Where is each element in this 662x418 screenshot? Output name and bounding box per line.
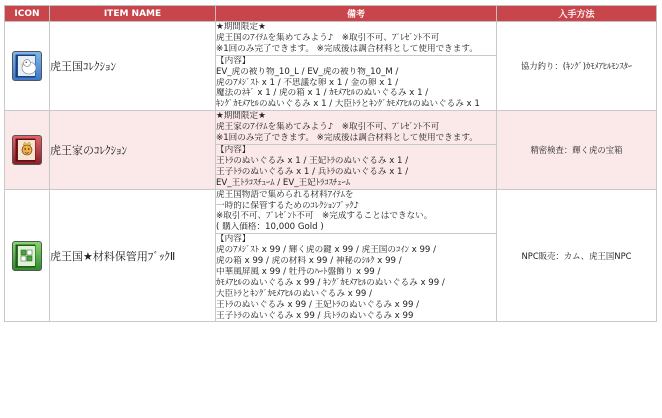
item-contents: [216, 234, 497, 322]
item-name: 虎王国ｺﾚｸｼｮﾝ: [50, 22, 216, 111]
content-line: 王子ﾄﾗのぬいぐるみ x 99 / 兵ﾄﾗのぬいぐるみ x 99: [216, 310, 414, 321]
item-method: NPC販売：カム、虎王国NPC: [497, 189, 657, 322]
content-line: ｷﾝｸﾞｶﾓﾒｱﾋﾙのぬいぐるみ x 1 / 大臣ﾄﾗとｷﾝｸﾞｶﾓﾒｱﾋﾙのぬいぐるみ x 1: [216, 99, 480, 110]
note-line: 虎王家のｱｲﾃﾑを集めてみよう♪ ※取引不可、ﾌﾟﾚｾﾞﾝﾄ不可: [216, 122, 440, 133]
seagull-collection-book-icon: [12, 51, 42, 81]
header-notes: 備考: [216, 6, 497, 22]
item-table: [4, 5, 657, 322]
note-line: ( 購入価格：10,000 Gold ): [216, 222, 324, 233]
content-line: EV_虎の被り物_10_L / EV_虎の被り物_10_M /: [216, 66, 399, 77]
material-storage-book-icon: [12, 241, 42, 271]
content-line: 王ﾄﾗのぬいぐるみ x 99 / 王妃ﾄﾗのぬいぐるみ x 99 /: [216, 299, 420, 310]
item-notes: [216, 189, 497, 234]
note-line: ※取引不可、ﾌﾟﾚｾﾞﾝﾄ不可 ※完成することはできない。: [216, 211, 433, 222]
content-line: 大臣ﾄﾗとｷﾝｸﾞｶﾓﾒｱﾋﾙのぬいぐるみ x 99 /: [216, 288, 373, 299]
content-line: 王子ﾄﾗのぬいぐるみ x 1 / 兵ﾄﾗのぬいぐるみ x 1 /: [216, 166, 409, 177]
content-line: 王ﾄﾗのぬいぐるみ x 1 / 王妃ﾄﾗのぬいぐるみ x 1 /: [216, 155, 409, 166]
note-line: ★期間限定★: [216, 22, 266, 32]
content-line: ｶﾓﾒｱﾋﾙのぬいぐるみ x 99 / ｷﾝｸﾞｶﾓﾒｱﾋﾙのぬいぐるみ x 99 /: [216, 277, 445, 288]
item-name: 虎王家のｺﾚｸｼｮﾝ: [50, 111, 216, 189]
table-header-row: [5, 6, 657, 22]
item-method: 精密検査：輝く虎の宝箱: [497, 111, 657, 189]
header-item-name: ITEM NAME: [50, 6, 216, 22]
table-row: [5, 111, 657, 145]
item-name: 虎王国★材料保管用ﾌﾞｯｸⅡ: [50, 189, 216, 322]
item-contents: [216, 144, 497, 189]
item-notes: [216, 22, 497, 56]
item-notes: [216, 111, 497, 145]
content-line: 【内容】: [216, 234, 251, 245]
content-line: 魔法のﾈｷﾞ x 1 / 虎の箱 x 1 / ｶﾓﾒｱﾋﾙのぬいぐるみ x 1 /: [216, 88, 429, 99]
note-line: ※1回のみ完了できます。 ※完成後は調合材料として使用できます。: [216, 133, 478, 144]
item-icon-cell: [5, 111, 50, 189]
item-icon-cell: [5, 22, 50, 111]
note-line: 虎王国のｱｲﾃﾑを集めてみよう♪ ※取引不可、ﾌﾟﾚｾﾞﾝﾄ不可: [216, 32, 440, 43]
content-line: 【内容】: [216, 144, 251, 155]
header-method: 入手方法: [497, 6, 657, 22]
item-method: 協力釣り：(ｷﾝｸﾞ)ｶﾓﾒｱﾋﾙﾓﾝｽﾀｰ: [497, 22, 657, 111]
item-icon-cell: [5, 189, 50, 322]
note-line: 虎王国物語で集められる材料ｱｲﾃﾑを: [216, 189, 354, 200]
note-line: ★期間限定★: [216, 111, 266, 122]
content-line: 虎の箱 x 99 / 虎の材料 x 99 / 神秘のｼﾙｸ x 99 /: [216, 256, 402, 267]
content-line: 【内容】: [216, 55, 251, 66]
tiger-family-collection-book-icon: [12, 135, 42, 165]
content-line: 虎のｱﾒｼﾞｽﾄ x 1 / 不思議な卵 x 1 / 金の卵 x 1 /: [216, 77, 399, 88]
content-line: 中華風屏風 x 99 / 牡丹のﾊｰﾄ盤飾り x 99 /: [216, 266, 381, 277]
note-line: ※1回のみ完了できます。 ※完成後は調合材料として使用できます。: [216, 43, 478, 54]
header-icon: ICON: [5, 6, 50, 22]
table-row: [5, 22, 657, 56]
item-contents: [216, 55, 497, 111]
note-line: 一時的に保管するためのｺﾚｸｼｮﾝﾌﾞｯｸ♪: [216, 200, 359, 211]
content-line: 虎のｱﾒｼﾞｽﾄ x 99 / 輝く虎の鍵 x 99 / 虎王国のｺｲﾝ x 99 /: [216, 245, 437, 256]
table-row: [5, 189, 657, 234]
content-line: EV_王ﾄﾗｺｽﾁｭｰﾑ / EV_王妃ﾄﾗｺｽﾁｭｰﾑ: [216, 177, 351, 188]
